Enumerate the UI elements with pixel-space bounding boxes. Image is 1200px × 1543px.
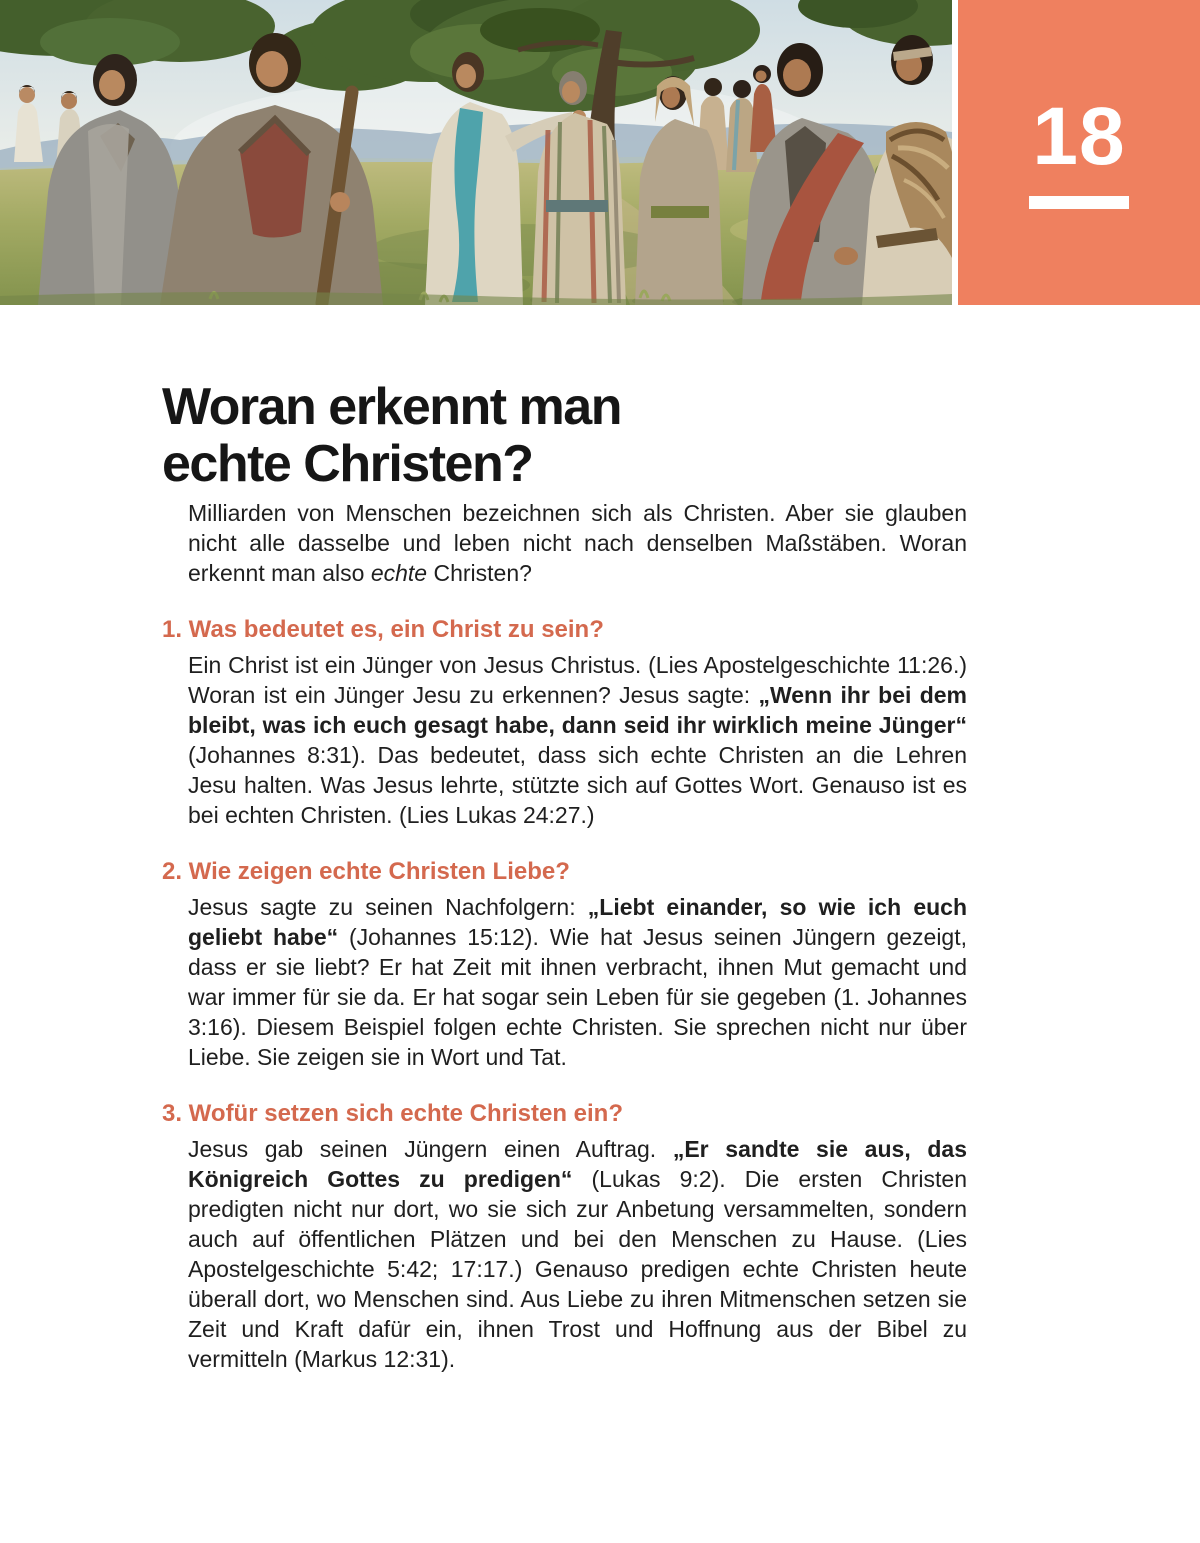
section-3-heading: 3. Wofür setzen sich echte Christen ein? (162, 1100, 623, 1127)
chapter-number-block (958, 0, 1200, 305)
section-2-paragraph: Jesus sagte zu seinen Nachfolgern: „Liebt einander, so wie ich euch geliebt habe“ (Johannes 15:12). Wie hat Jesus seinen Jüngern gezeigt, dass er sie liebt? Er hat Zeit mit ihnen verbracht, ihnen Mut gemacht und war immer für sie da. Er hat sogar sein Leben für sie gegeben (1. Johannes 3:16). Diesem Beispiel folgen echte Christen. Sie sprechen nicht nur über Liebe. Sie zeigen sie in Wort und Tat. (188, 894, 968, 1070)
header-photo-illustration (0, 0, 952, 305)
page-title-line-1: Woran erkennt man (162, 377, 621, 436)
header-photo (0, 0, 952, 305)
section-1-heading: 1. Was bedeutet es, ein Christ zu sein? (162, 616, 604, 643)
section-3-paragraph: Jesus gab seinen Jüngern einen Auftrag. „Er sandte sie aus, das Königreich Gottes zu predigen“ (Lukas 9:2). Die ersten Christen predigten nicht nur dort, wo sie sich zur Anbetung versammelten, sondern auch auf öffentlichen Plätzen und bei den Menschen zu Hause. (Lies Apostelgeschichte 5:42; 17:17.) Genauso predigen echte Christen heute überall dort, wo Menschen sind. Aus Liebe zu ihren Mitmenschen setzen sie Zeit und Kraft dafür ein, ihnen Trost und Hoffnung aus der Bibel zu vermitteln (Markus 12:31). (188, 1136, 967, 1372)
section-2-heading: 2. Wie zeigen echte Christen Liebe? (162, 858, 570, 885)
page-title-line-2: echte Christen? (162, 434, 533, 493)
chapter-number: 18 (1032, 91, 1126, 182)
section-1-paragraph: Ein Christ ist ein Jünger von Jesus Christus. (Lies Apostelgeschichte 11:26.) Woran ist ein Jünger Jesu zu erkennen? Jesus sagte: „Wenn ihr bei dem bleibt, was ich euch gesagt habe, dann seid ihr wirklich meine Jünger“ (Johannes 8:31). Das bedeutet, dass sich echte Christen an die Lehren Jesu halten. Was Jesus lehrte, stützte sich auf Gottes Wort. Genauso ist es bei echten Christen. (Lies Lukas 24:27.) (188, 652, 967, 828)
page-title (162, 379, 1002, 493)
intro-paragraph: Milliarden von Menschen bezeichnen sich als Christen. Aber sie glauben nicht alle dasselbe und leben nicht nach denselben Maßstäben. Woran erkennt man also echte Christen? (188, 500, 967, 586)
article-body (0, 488, 1200, 1374)
chapter-underline (1029, 196, 1129, 209)
